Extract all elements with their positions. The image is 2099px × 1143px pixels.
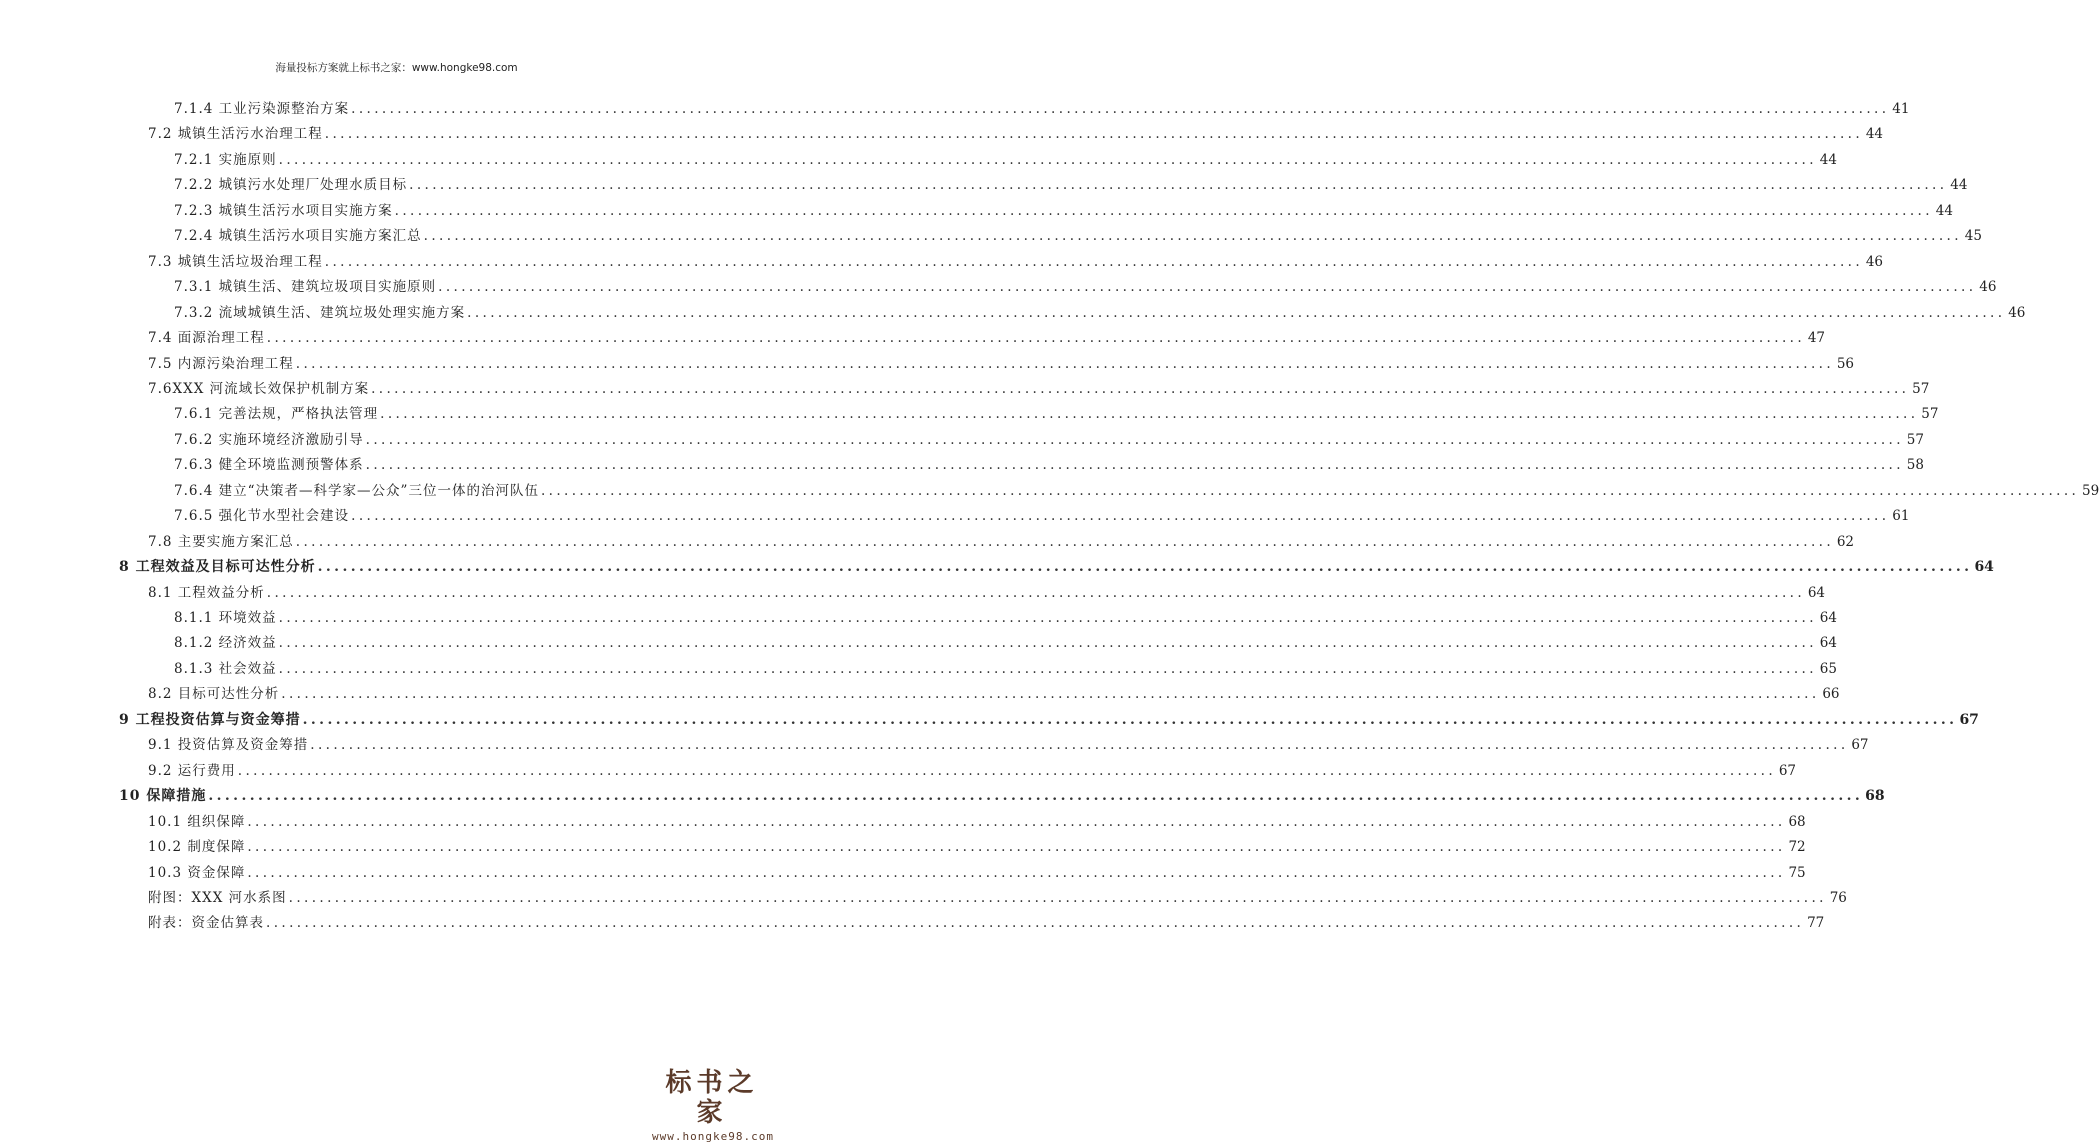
toc-leader-dots: ........................................................................................................................................................................................................ <box>247 839 1786 856</box>
toc-leader-dots: ........................................................................................................................................................................................................ <box>302 711 1958 728</box>
toc-entry-page: 64 <box>1974 559 1994 576</box>
toc-entry-page: 64 <box>1819 610 1837 626</box>
toc-entry[interactable] <box>148 581 1826 606</box>
toc-entry-title: 附图：XXX 河水系图 <box>148 889 287 906</box>
toc-entry[interactable] <box>174 657 1837 682</box>
toc-entry-page: 59 <box>2082 482 2099 499</box>
brand-logo <box>652 1068 772 1143</box>
toc-entry-title: 7.2.1 实施原则 <box>174 151 277 168</box>
toc-entry-title: 8.1.3 社会效益 <box>174 660 277 677</box>
toc-entry-title: 8.1.2 经济效益 <box>174 635 277 652</box>
toc-entry-title: 7.2.4 城镇生活污水项目实施方案汇总 <box>174 228 422 245</box>
toc-leader-dots: ........................................................................................................................................................................................................ <box>288 889 1827 906</box>
toc-entry[interactable] <box>174 402 1939 427</box>
toc-entry-title: 10.1 组织保障 <box>148 813 246 830</box>
toc-entry[interactable] <box>119 784 1885 809</box>
toc-entry[interactable] <box>148 682 1840 707</box>
toc-entry-page: 64 <box>1807 584 1826 601</box>
toc-entry[interactable] <box>174 428 1924 453</box>
toc-leader-dots: ........................................................................................................................................................................................................ <box>278 635 1817 652</box>
toc-entry-title: 8 工程效益及目标可达性分析 <box>119 559 316 576</box>
toc-entry-page: 47 <box>1807 330 1826 347</box>
toc-leader-dots: ........................................................................................................................................................................................................ <box>365 431 1904 448</box>
toc-entry-title: 10 保障措施 <box>119 788 207 805</box>
toc-entry-title: 7.6.3 健全环境监测预警体系 <box>174 457 364 474</box>
toc-entry-title: 7.6.1 完善法规，严格执法管理 <box>174 406 379 423</box>
toc-entry[interactable] <box>174 479 2099 504</box>
toc-entry-title: 8.1 工程效益分析 <box>148 584 265 601</box>
toc-leader-dots: ........................................................................................................................................................................................................ <box>380 406 1919 423</box>
toc-entry-title: 8.2 目标可达性分析 <box>148 686 280 703</box>
toc-entry-page: 62 <box>1836 533 1855 550</box>
toc-entry-page: 66 <box>1822 686 1840 703</box>
toc-leader-dots: ........................................................................................................................................................................................................ <box>351 101 1890 117</box>
toc-leader-dots: ........................................................................................................................................................................................................ <box>423 228 1962 245</box>
toc-entry[interactable] <box>174 606 1837 631</box>
toc-entry-title: 9.1 投资估算及资金筹措 <box>148 737 309 754</box>
toc-entry[interactable] <box>174 173 1968 198</box>
toc-leader-dots: ........................................................................................................................................................................................................ <box>278 610 1817 626</box>
toc-entry-page: 44 <box>1819 151 1837 168</box>
toc-entry-page: 44 <box>1935 202 1953 219</box>
toc-entry[interactable] <box>174 301 2026 326</box>
toc-leader-dots: ........................................................................................................................................................................................................ <box>394 202 1933 219</box>
toc-leader-dots: ........................................................................................................................................................................................................ <box>317 559 1973 576</box>
toc-entry[interactable] <box>148 377 1930 402</box>
toc-entry[interactable] <box>174 504 1910 529</box>
toc-entry-page: 41 <box>1892 101 1910 117</box>
toc-entry[interactable] <box>148 810 1806 835</box>
toc-entry[interactable] <box>119 555 1994 580</box>
toc-entry-page: 65 <box>1819 660 1837 677</box>
toc-entry-title: 7.8 主要实施方案汇总 <box>148 533 294 550</box>
toc-entry-title: 7.6XXX 河流域长效保护机制方案 <box>148 380 370 397</box>
toc-entry-title: 7.6.4 建立“决策者—科学家—公众”三位一体的治河队伍 <box>174 482 539 499</box>
toc-entry-page: 57 <box>1921 406 1939 423</box>
toc-entry-page: 67 <box>1851 737 1869 754</box>
toc-leader-dots: ........................................................................................................................................................................................................ <box>278 151 1817 168</box>
toc-leader-dots: ........................................................................................................................................................................................................ <box>310 737 1849 754</box>
toc-entry[interactable] <box>148 861 1806 886</box>
toc-leader-dots: ........................................................................................................................................................................................................ <box>247 813 1786 830</box>
toc-entry[interactable] <box>174 199 1953 224</box>
toc-entry-title: 7.5 内源污染治理工程 <box>148 355 294 372</box>
toc-entry-title: 7.6.2 实施环境经济激励引导 <box>174 431 364 448</box>
toc-leader-dots: ........................................................................................................................................................................................................ <box>247 864 1786 881</box>
toc-entry-title: 9 工程投资估算与资金筹措 <box>119 711 301 728</box>
toc-entry-page: 64 <box>1819 635 1837 652</box>
toc-leader-dots: ........................................................................................................................................................................................................ <box>540 482 2080 499</box>
toc-entry[interactable] <box>119 708 1979 733</box>
toc-entry-page: 46 <box>1865 253 1884 270</box>
toc-leader-dots: ........................................................................................................................................................................................................ <box>351 508 1890 525</box>
toc-entry[interactable] <box>174 224 1982 249</box>
toc-entry-title: 7.2.3 城镇生活污水项目实施方案 <box>174 202 393 219</box>
toc-entry-page: 76 <box>1829 889 1847 906</box>
toc-leader-dots: ........................................................................................................................................................................................................ <box>208 788 1864 805</box>
toc-entry[interactable] <box>174 148 1837 173</box>
toc-entry-page: 57 <box>1906 431 1924 448</box>
toc-entry-page: 46 <box>2008 304 2026 321</box>
toc-leader-dots: ........................................................................................................................................................................................................ <box>237 762 1777 779</box>
toc-entry[interactable] <box>148 733 1869 758</box>
toc-entry-page: 57 <box>1912 380 1930 397</box>
toc-leader-dots: ........................................................................................................................................................................................................ <box>371 380 1910 397</box>
toc-entry-title: 7.2 城镇生活污水治理工程 <box>148 126 323 143</box>
toc-entry-page: 58 <box>1906 457 1924 474</box>
toc-entry[interactable] <box>174 453 1924 478</box>
toc-entry-page: 45 <box>1964 228 1982 245</box>
toc-leader-dots: ........................................................................................................................................................................................................ <box>409 177 1948 194</box>
toc-entry-page: 68 <box>1788 813 1806 830</box>
toc-leader-dots: ........................................................................................................................................................................................................ <box>266 584 1806 601</box>
toc-entry-page: 68 <box>1865 788 1885 805</box>
toc-entry-title: 10.2 制度保障 <box>148 839 246 856</box>
toc-entry[interactable] <box>148 352 1855 377</box>
toc-entry-title: 7.3 城镇生活垃圾治理工程 <box>148 253 323 270</box>
toc-entry-title: 7.4 面源治理工程 <box>148 330 265 347</box>
brand-logo-text: 标书之家 <box>665 1068 759 1128</box>
toc-entry-title: 附表：资金估算表 <box>148 915 264 932</box>
toc-entry[interactable] <box>174 275 1997 300</box>
toc-entry-title: 7.3.2 流域城镇生活、建筑垃圾处理实施方案 <box>174 304 466 321</box>
toc-entry-page: 61 <box>1892 508 1910 525</box>
toc-entry[interactable] <box>174 97 1910 122</box>
toc-entry-title: 7.2.2 城镇污水处理厂处理水质目标 <box>174 177 408 194</box>
toc-leader-dots: ........................................................................................................................................................................................................ <box>281 686 1820 703</box>
toc-entry[interactable] <box>148 835 1806 860</box>
page-header: 海量投标方案就上标书之家：www.hongke98.com <box>275 62 518 74</box>
toc-entry-page: 44 <box>1950 177 1968 194</box>
toc-entry-page: 46 <box>1979 279 1997 296</box>
toc-leader-dots: ........................................................................................................................................................................................................ <box>266 915 1805 932</box>
toc-leader-dots: ........................................................................................................................................................................................................ <box>295 533 1835 550</box>
toc-leader-dots: ........................................................................................................................................................................................................ <box>324 253 1864 270</box>
toc-entry-title: 7.1.4 工业污染源整治方案 <box>174 101 350 117</box>
toc-entry-page: 75 <box>1788 864 1806 881</box>
toc-entry-title: 8.1.1 环境效益 <box>174 610 277 626</box>
toc-leader-dots: ........................................................................................................................................................................................................ <box>467 304 2006 321</box>
brand-url: www.hongke98.com <box>652 1130 774 1143</box>
toc-entry-title: 7.3.1 城镇生活、建筑垃圾项目实施原则 <box>174 279 437 296</box>
toc-entry-page: 56 <box>1836 355 1855 372</box>
toc-entry[interactable] <box>148 122 1884 147</box>
toc-entry[interactable] <box>148 250 1884 275</box>
toc-entry-page: 67 <box>1959 711 1979 728</box>
toc-entry[interactable] <box>174 631 1837 656</box>
toc-entry[interactable] <box>148 759 1797 784</box>
toc-leader-dots: ........................................................................................................................................................................................................ <box>278 660 1817 677</box>
toc-entry[interactable] <box>148 326 1826 351</box>
toc-entry-page: 67 <box>1778 762 1797 779</box>
toc-entry-page: 44 <box>1865 126 1884 143</box>
toc-entry-page: 77 <box>1807 915 1825 932</box>
toc-entry[interactable] <box>148 530 1855 555</box>
toc-entry-title: 7.6.5 强化节水型社会建设 <box>174 508 350 525</box>
toc-leader-dots: ........................................................................................................................................................................................................ <box>266 330 1806 347</box>
toc-leader-dots: ........................................................................................................................................................................................................ <box>365 457 1904 474</box>
toc-entry-page: 72 <box>1788 839 1806 856</box>
toc-entry[interactable] <box>148 886 1847 911</box>
toc-leader-dots: ........................................................................................................................................................................................................ <box>324 126 1864 143</box>
toc-entry[interactable] <box>148 911 1825 936</box>
toc-leader-dots: ........................................................................................................................................................................................................ <box>438 279 1977 296</box>
toc-entry-title: 9.2 运行费用 <box>148 762 236 779</box>
toc-entry-title: 10.3 资金保障 <box>148 864 246 881</box>
toc-leader-dots: ........................................................................................................................................................................................................ <box>295 355 1835 372</box>
